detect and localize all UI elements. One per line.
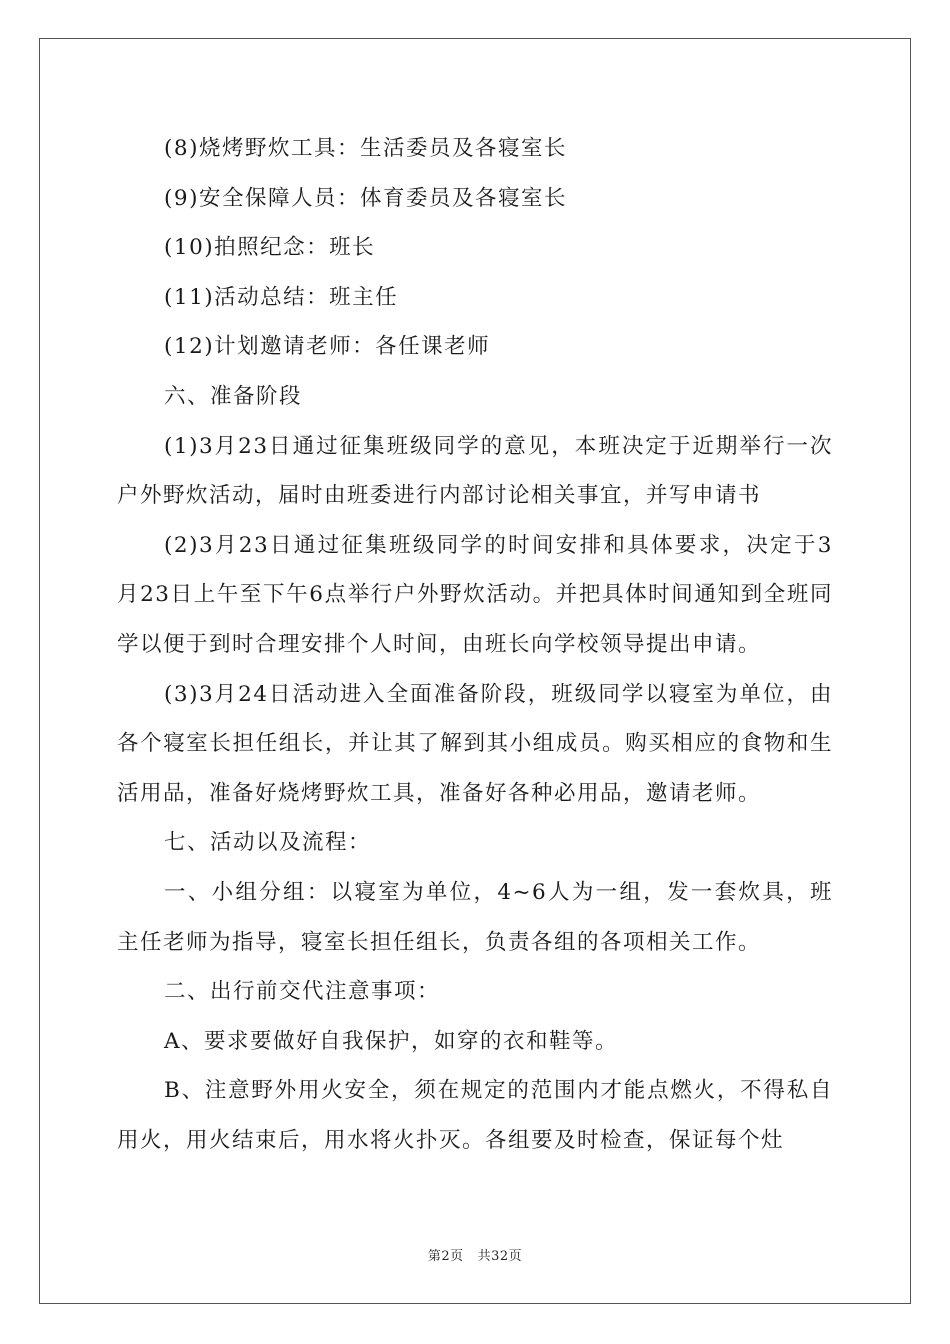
paragraph-prep-1: (1)3月23日通过征集班级同学的意见，本班决定于近期举行一次户外野炊活动，届时由班委进行内部讨论相关事宜，并写申请书: [117, 433, 833, 509]
page-total: 共32页: [477, 1249, 523, 1264]
section-heading-process: 七、活动以及流程：: [164, 830, 372, 856]
document-body: [117, 124, 833, 1165]
section-heading-preparation: 六、准备阶段: [164, 383, 303, 409]
paragraph-item-8: (8)烧烤野炊工具：生活委员及各寝室长: [164, 136, 567, 161]
paragraph-precaution-b: B、注意野外用火安全，须在规定的范围内才能点燃火，不得私自用火，用火结束后，用水将火扑灭。各组要及时检查，保证每个灶: [117, 1078, 833, 1153]
paragraph-prep-3: (3)3月24日活动进入全面准备阶段，班级同学以寝室为单位，由各个寝室长担任组长，并让其了解到其小组成员。购买相应的食物和生活用品，准备好烧烤野炊工具，准备好各种必用品，邀请老师。: [117, 681, 833, 806]
paragraph-item-11: (11)活动总结：班主任: [164, 284, 399, 310]
paragraph-grouping: 一、小组分组：以寝室为单位，4~6人为一组，发一套炊具，班主任老师为指导，寝室长担任组长，负责各组的各项相关工作。: [117, 879, 833, 955]
subheading-precautions: 二、出行前交代注意事项：: [164, 979, 441, 1005]
paragraph-item-10: (10)拍照纪念：班长: [164, 235, 376, 261]
paragraph-item-12: (12)计划邀请老师：各任课老师: [164, 334, 491, 360]
paragraph-precaution-a: A、要求要做好自我保护，如穿的衣和鞋等。: [164, 1028, 619, 1054]
paragraph-prep-2: (2)3月23日通过征集班级同学的时间安排和具体要求，决定于3月23日上午至下午6点举行户外野炊活动。并把具体时间通知到全班同学以便于到时合理安排个人时间，由班长向学校领导提出申请。: [117, 532, 833, 657]
paragraph-item-9: (9)安全保障人员：体育委员及各寝室长: [164, 185, 567, 211]
page-number: 第2页: [427, 1249, 464, 1264]
page-footer: [0, 1245, 950, 1264]
